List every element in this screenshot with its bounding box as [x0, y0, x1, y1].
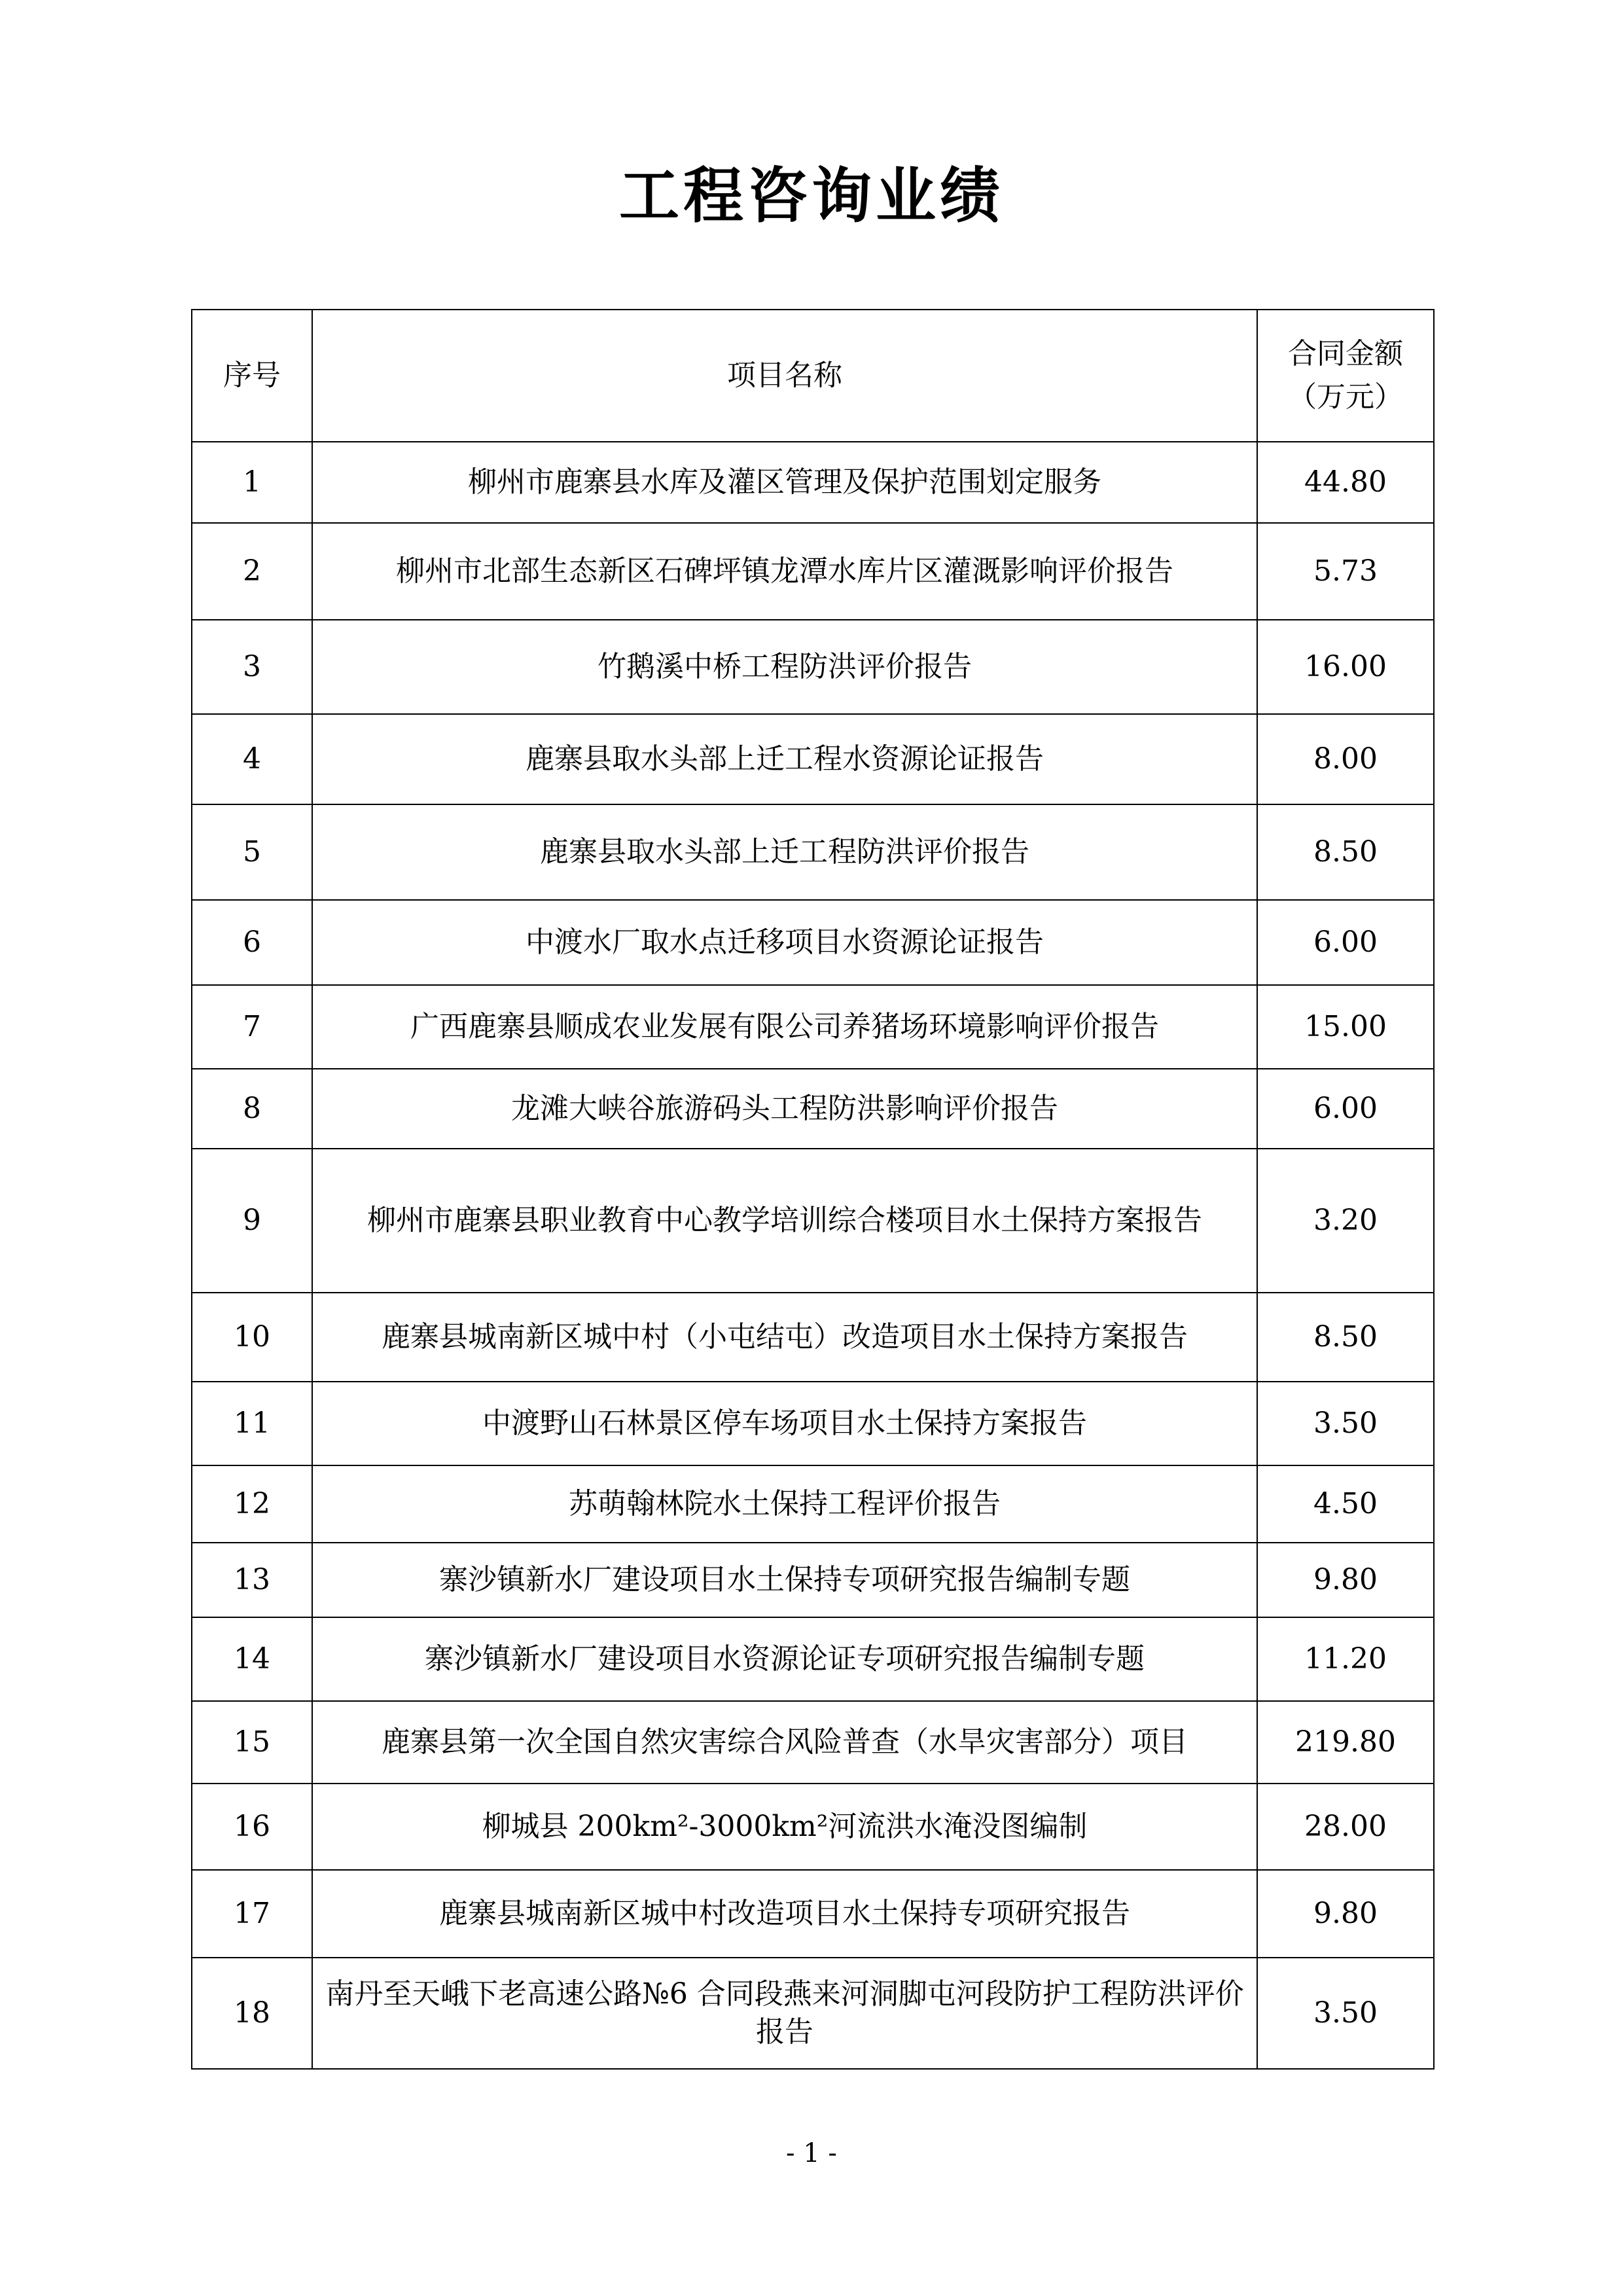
row-contract-amount: 28.00 — [1257, 1784, 1434, 1870]
row-project-name: 鹿寨县取水头部上迁工程水资源论证报告 — [312, 714, 1257, 804]
row-project-name: 苏萌翰林院水土保持工程评价报告 — [312, 1465, 1257, 1543]
table-row — [192, 1701, 1434, 1784]
row-index: 15 — [192, 1701, 312, 1784]
row-project-name: 中渡水厂取水点迁移项目水资源论证报告 — [312, 900, 1257, 985]
row-contract-amount: 9.80 — [1257, 1870, 1434, 1958]
row-index: 14 — [192, 1617, 312, 1701]
table-row — [192, 523, 1434, 620]
table-row — [192, 714, 1434, 804]
row-project-name: 广西鹿寨县顺成农业发展有限公司养猪场环境影响评价报告 — [312, 985, 1257, 1069]
table-row — [192, 1149, 1434, 1293]
row-index: 1 — [192, 442, 312, 523]
table-row — [192, 1293, 1434, 1382]
row-contract-amount: 8.00 — [1257, 714, 1434, 804]
performance-table — [191, 309, 1435, 2070]
table-header-row — [192, 310, 1434, 442]
header-amount-line2: （万元） — [1288, 380, 1403, 414]
row-contract-amount: 5.73 — [1257, 523, 1434, 620]
table-row — [192, 1617, 1434, 1701]
row-project-name: 柳城县 200km²-3000km²河流洪水淹没图编制 — [312, 1784, 1257, 1870]
row-project-name: 柳州市鹿寨县水库及灌区管理及保护范围划定服务 — [312, 442, 1257, 523]
row-index: 2 — [192, 523, 312, 620]
row-index: 4 — [192, 714, 312, 804]
row-index: 8 — [192, 1069, 312, 1149]
row-project-name: 龙滩大峡谷旅游码头工程防洪影响评价报告 — [312, 1069, 1257, 1149]
header-contract-amount — [1257, 310, 1434, 442]
row-project-name: 南丹至天峨下老高速公路№6 合同段燕来河洞脚屯河段防护工程防洪评价报告 — [312, 1958, 1257, 2069]
row-index: 6 — [192, 900, 312, 985]
header-amount-line1: 合同金额 — [1288, 337, 1403, 370]
row-contract-amount: 3.20 — [1257, 1149, 1434, 1293]
row-contract-amount: 16.00 — [1257, 620, 1434, 714]
page-title: 工程咨询业绩 — [618, 161, 1004, 231]
row-project-name: 竹鹅溪中桥工程防洪评价报告 — [312, 620, 1257, 714]
row-index: 5 — [192, 804, 312, 900]
row-contract-amount: 11.20 — [1257, 1617, 1434, 1701]
row-index: 10 — [192, 1293, 312, 1382]
row-project-name: 鹿寨县第一次全国自然灾害综合风险普查（水旱灾害部分）项目 — [312, 1701, 1257, 1784]
row-index: 12 — [192, 1465, 312, 1543]
table-row — [192, 985, 1434, 1069]
row-contract-amount: 3.50 — [1257, 1958, 1434, 2069]
row-contract-amount: 219.80 — [1257, 1701, 1434, 1784]
header-index: 序号 — [192, 310, 312, 442]
row-project-name: 鹿寨县取水头部上迁工程防洪评价报告 — [312, 804, 1257, 900]
table-row — [192, 1870, 1434, 1958]
table-row — [192, 1958, 1434, 2069]
page-number: - 1 - — [786, 2138, 837, 2168]
header-project-name: 项目名称 — [312, 310, 1257, 442]
table-row — [192, 1784, 1434, 1870]
row-index: 16 — [192, 1784, 312, 1870]
row-contract-amount: 4.50 — [1257, 1465, 1434, 1543]
row-contract-amount: 44.80 — [1257, 442, 1434, 523]
row-contract-amount: 8.50 — [1257, 804, 1434, 900]
table-row — [192, 1382, 1434, 1465]
row-project-name: 寨沙镇新水厂建设项目水土保持专项研究报告编制专题 — [312, 1543, 1257, 1617]
row-project-name: 柳州市北部生态新区石碑坪镇龙潭水库片区灌溉影响评价报告 — [312, 523, 1257, 620]
row-project-name: 鹿寨县城南新区城中村（小屯结屯）改造项目水土保持方案报告 — [312, 1293, 1257, 1382]
row-project-name: 中渡野山石林景区停车场项目水土保持方案报告 — [312, 1382, 1257, 1465]
row-index: 11 — [192, 1382, 312, 1465]
row-contract-amount: 6.00 — [1257, 1069, 1434, 1149]
table-row — [192, 804, 1434, 900]
row-index: 9 — [192, 1149, 312, 1293]
row-index: 18 — [192, 1958, 312, 2069]
row-contract-amount: 8.50 — [1257, 1293, 1434, 1382]
row-contract-amount: 6.00 — [1257, 900, 1434, 985]
row-index: 17 — [192, 1870, 312, 1958]
row-index: 13 — [192, 1543, 312, 1617]
table-body — [192, 442, 1434, 2069]
table-row — [192, 1543, 1434, 1617]
row-project-name: 寨沙镇新水厂建设项目水资源论证专项研究报告编制专题 — [312, 1617, 1257, 1701]
row-project-name: 鹿寨县城南新区城中村改造项目水土保持专项研究报告 — [312, 1870, 1257, 1958]
table-row — [192, 620, 1434, 714]
table-row — [192, 1465, 1434, 1543]
row-contract-amount: 9.80 — [1257, 1543, 1434, 1617]
row-index: 3 — [192, 620, 312, 714]
row-index: 7 — [192, 985, 312, 1069]
row-project-name: 柳州市鹿寨县职业教育中心教学培训综合楼项目水土保持方案报告 — [312, 1149, 1257, 1293]
table-row — [192, 1069, 1434, 1149]
row-contract-amount: 15.00 — [1257, 985, 1434, 1069]
table-row — [192, 442, 1434, 523]
row-contract-amount: 3.50 — [1257, 1382, 1434, 1465]
table-row — [192, 900, 1434, 985]
